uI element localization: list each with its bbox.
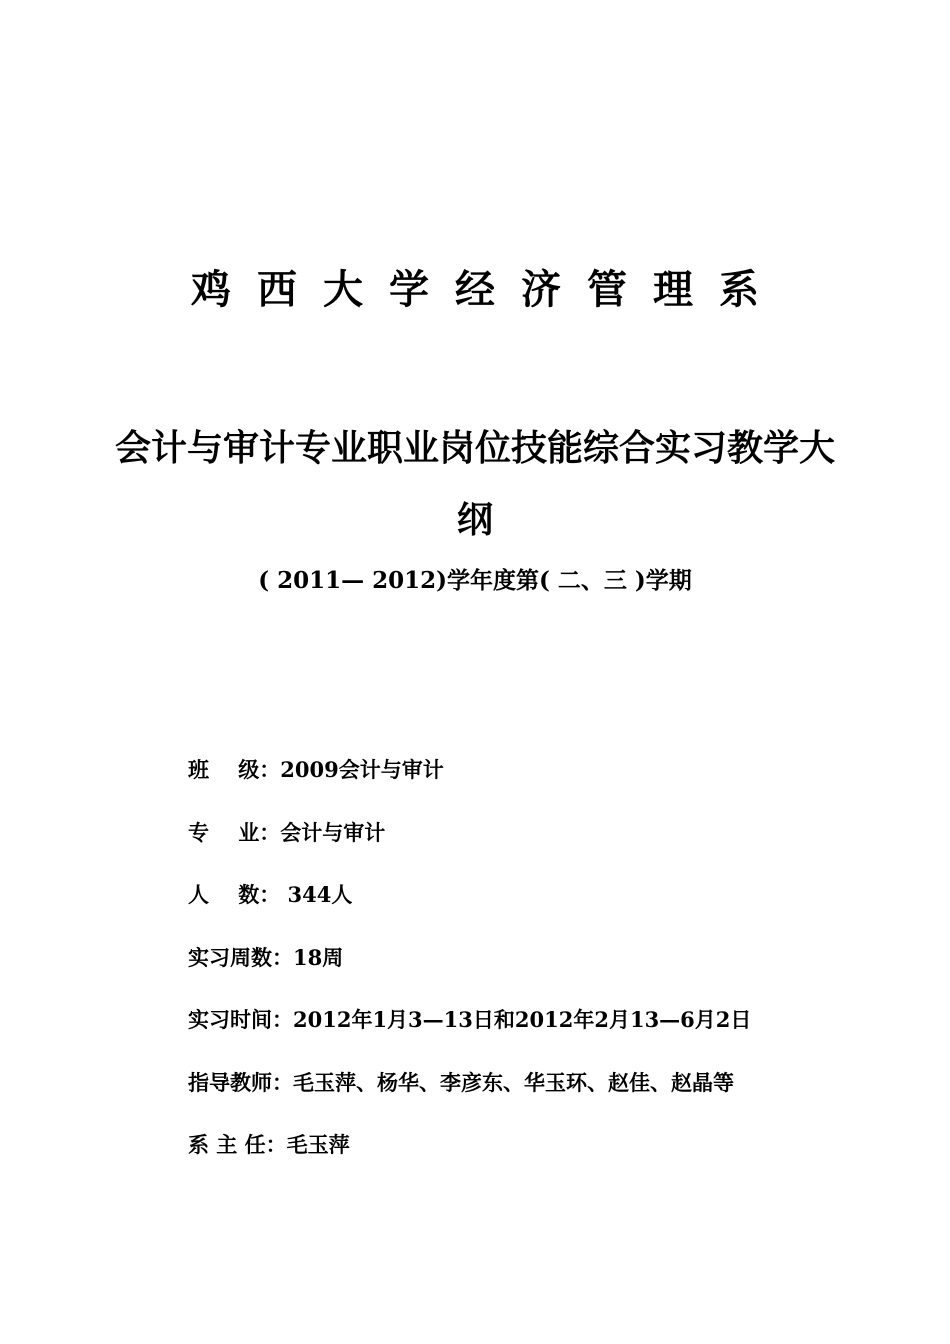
info-row-class	[188, 750, 888, 813]
document-title-line-1: 会计与审计专业职业岗位技能综合实习教学大	[115, 427, 836, 469]
info-label: 人 数：	[188, 882, 281, 907]
info-label: 专 业：	[188, 819, 281, 845]
academic-term: ( 2011— 2012)学年度第( 二、三 )学期	[258, 567, 692, 594]
info-value: 2012年1月3—13日和2012年2月13—6月2日	[293, 1007, 752, 1032]
info-label: 实习周数：	[188, 944, 293, 970]
info-value: 毛玉萍、杨华、李彦东、华玉环、赵佳、赵晶等	[293, 1069, 734, 1095]
info-label: 班 级：	[188, 757, 281, 782]
info-row-headcount	[188, 875, 888, 938]
info-value: 18周	[293, 944, 344, 970]
info-label: 指导教师：	[188, 1069, 293, 1095]
info-label: 实习时间：	[188, 1007, 293, 1032]
info-row-period	[188, 1000, 888, 1063]
document-title-line-2: 纲	[456, 499, 493, 541]
info-row-dept-head	[188, 1125, 888, 1188]
info-value: 会计与审计	[280, 819, 386, 845]
info-value: 毛玉萍	[286, 1132, 350, 1157]
info-row-major	[188, 813, 888, 876]
info-label: 系 主 任：	[188, 1132, 287, 1157]
info-value: 344人	[280, 882, 353, 907]
department-title: 鸡西大学经济管理系	[191, 266, 785, 313]
info-row-instructors	[188, 1063, 888, 1126]
document-title	[115, 412, 835, 556]
info-list	[188, 750, 888, 1188]
info-row-weeks	[188, 938, 888, 1001]
info-value: 2009会计与审计	[280, 757, 444, 782]
